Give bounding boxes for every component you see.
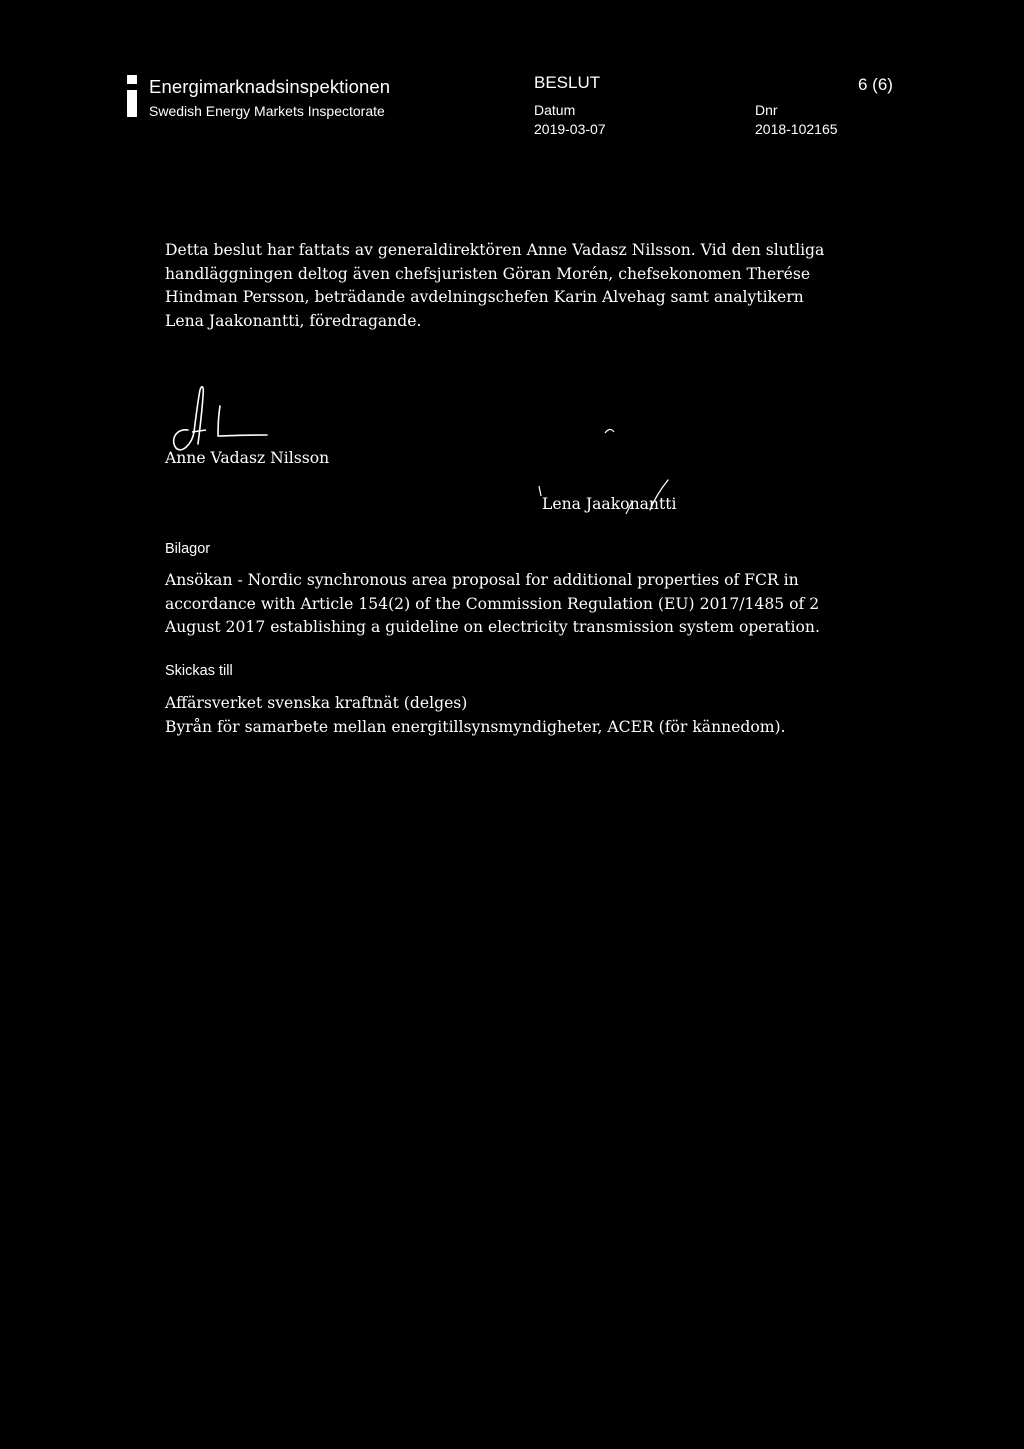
send-to-heading: Skickas till: [165, 663, 233, 679]
signature-anne-icon: [162, 382, 272, 454]
decision-paragraph: Detta beslut har fattats av generaldirektören Anne Vadasz Nilsson. Vid den slutliga handläggningen deltog även chefsjuristen Göran Morén, chefsekonomen Therése Hindman Persson, beträdande avdelningschefen Karin Alvehag samt analytikern Lena Jaakonantti, föredragande.: [165, 241, 825, 330]
recipient-list: [165, 692, 786, 739]
signature-mark-icon: [604, 426, 616, 436]
attachments-heading: Bilagor: [165, 541, 211, 557]
date-label: Datum: [534, 102, 576, 118]
list-item: Byrån för samarbete mellan energitillsynsmyndigheter, ACER (för kännedom).: [165, 717, 786, 736]
organization-name: Energimarknadsinspektionen: [149, 76, 391, 97]
signer-lena-name: Lena Jaakonantti: [542, 495, 677, 513]
dnr-value: 2018-102165: [755, 121, 838, 137]
date-value: 2019-03-07: [534, 121, 606, 137]
page-number: 6 (6): [858, 75, 893, 94]
organization-name-english: Swedish Energy Markets Inspectorate: [149, 103, 385, 119]
list-item: Affärsverket svenska kraftnät (delges): [165, 694, 468, 712]
document-type: BESLUT: [534, 73, 601, 92]
logo-i-icon: [127, 75, 137, 117]
attachment-text: Ansökan - Nordic synchronous area proposal for additional properties of FCR in accordance with Article 154(2) of the Commission Regulation (EU) 2017/1485 of 2 August 2017 establishing a guideline on electricity transmission system operation.: [165, 571, 820, 636]
signer-anne-name: Anne Vadasz Nilsson: [165, 449, 330, 467]
dnr-label: Dnr: [755, 102, 778, 118]
